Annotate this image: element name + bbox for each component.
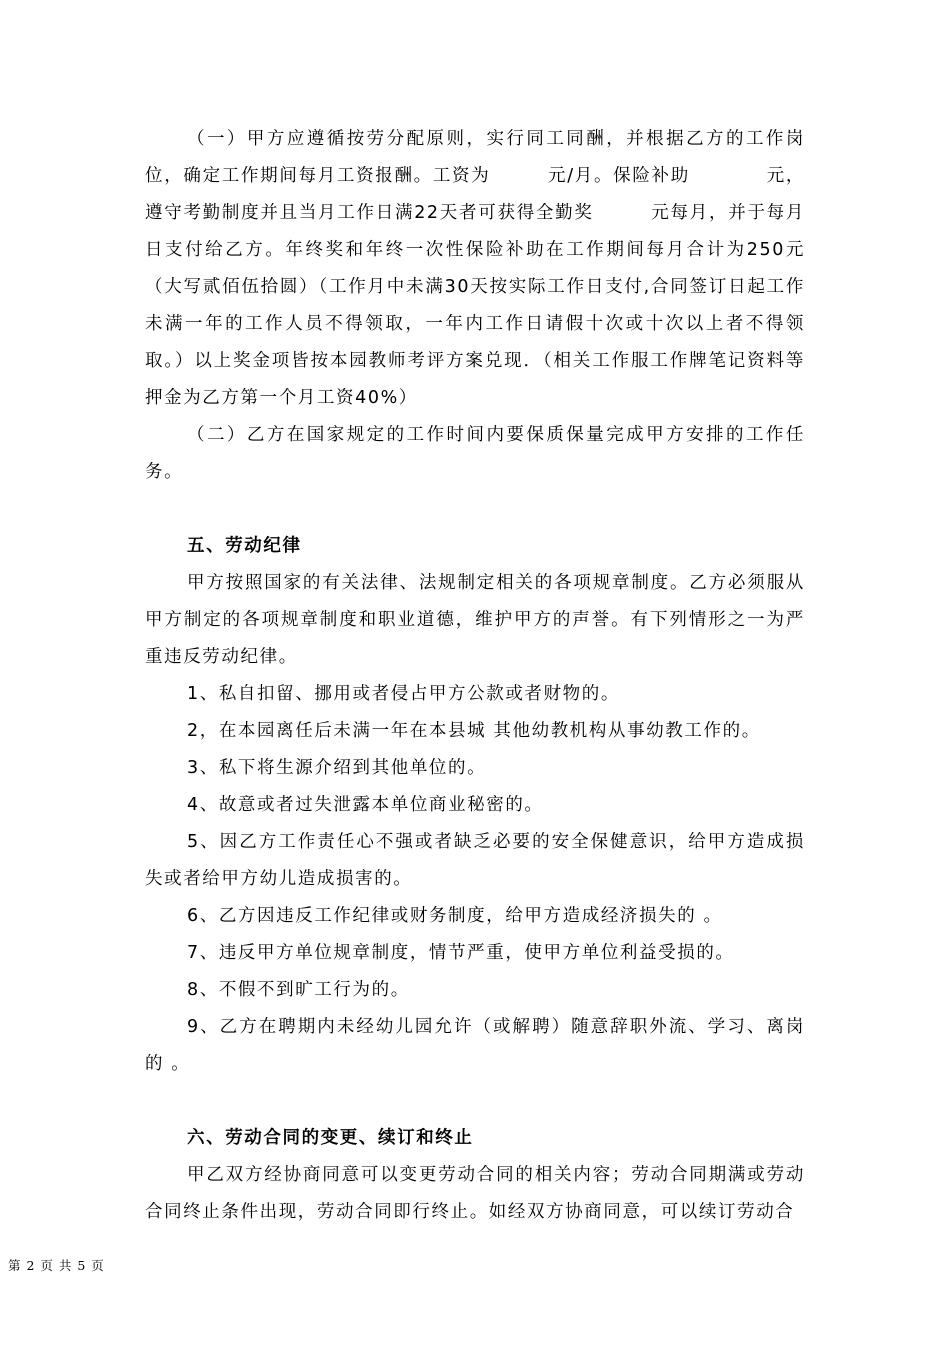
list-item: 3、私下将生源介绍到其他单位的。 (187, 758, 487, 778)
list-item: 6、乙方因违反工作纪律或财务制度，给甲方造成经济损失的 。 (187, 906, 723, 926)
section-heading-contract-change: 六、劳动合同的变更、续订和终止 (187, 1128, 474, 1148)
list-item: 5、因乙方工作责任心不强或者缺乏必要的安全保健意识，给甲方造成损失或者给甲方幼儿造成损害的。 (145, 832, 805, 889)
paragraph-work-task: （二）乙方在国家规定的工作时间内要保质保量完成甲方安排的工作任务。 (145, 425, 805, 482)
paragraph-contract-change: 甲乙双方经协商同意可以变更劳动合同的相关内容；劳动合同期满或劳动合同终止条件出现，劳动合同即行终止。如经双方协商同意，可以续订劳动合 (145, 1165, 805, 1222)
list-item: 2，在本园离任后未满一年在本县城 其他幼教机构从事幼教工作的。 (187, 721, 761, 741)
list-item: 4、故意或者过失泄露本单位商业秘密的。 (187, 795, 544, 815)
list-item: 7、违反甲方单位规章制度，情节严重，使甲方单位利益受损的。 (187, 943, 735, 963)
section-heading-discipline: 五、劳动纪律 (187, 536, 302, 556)
paragraph-discipline-intro: 甲方按照国家的有关法律、法规制定相关的各项规章制度。乙方必须服从甲方制定的各项规章制度和职业道德，维护甲方的声誉。有下列情形之一为严重违反劳动纪律。 (145, 573, 805, 667)
spacer (145, 1083, 805, 1120)
paragraph-salary: （一）甲方应遵循按劳分配原则，实行同工同酬，并根据乙方的工作岗位，确定工作期间每月工资报酬。工资为 元/月。保险补助 元，遵守考勤制度并且当月工作日满22天者可获得全勤奖 元每月，并于每月 日支付给乙方。年终奖和年终一次性保险补助在工作期间每月合计为250元（大写贰佰伍拾圆）（工作月中未满30天按实际工作日支付,合同签订日起工作未满一年的工作人员不得领取，一年内工作日请假十次或十次以上者不得领取。）以上奖金项皆按本园教师考评方案兑现．（相关工作服工作牌笔记资料等押金为乙方第一个月工资40%） (145, 129, 825, 408)
list-item: 8、不假不到旷工行为的。 (187, 980, 410, 1000)
list-item: 9、乙方在聘期内未经幼儿园允许（或解聘）随意辞职外流、学习、离岗的 。 (145, 1017, 805, 1074)
spacer (145, 491, 805, 528)
page-number-footer: 第 2 页 共 5 页 (8, 1258, 105, 1273)
document-body (145, 121, 825, 1231)
list-item: 1、私自扣留、挪用或者侵占甲方公款或者财物的。 (187, 684, 620, 704)
